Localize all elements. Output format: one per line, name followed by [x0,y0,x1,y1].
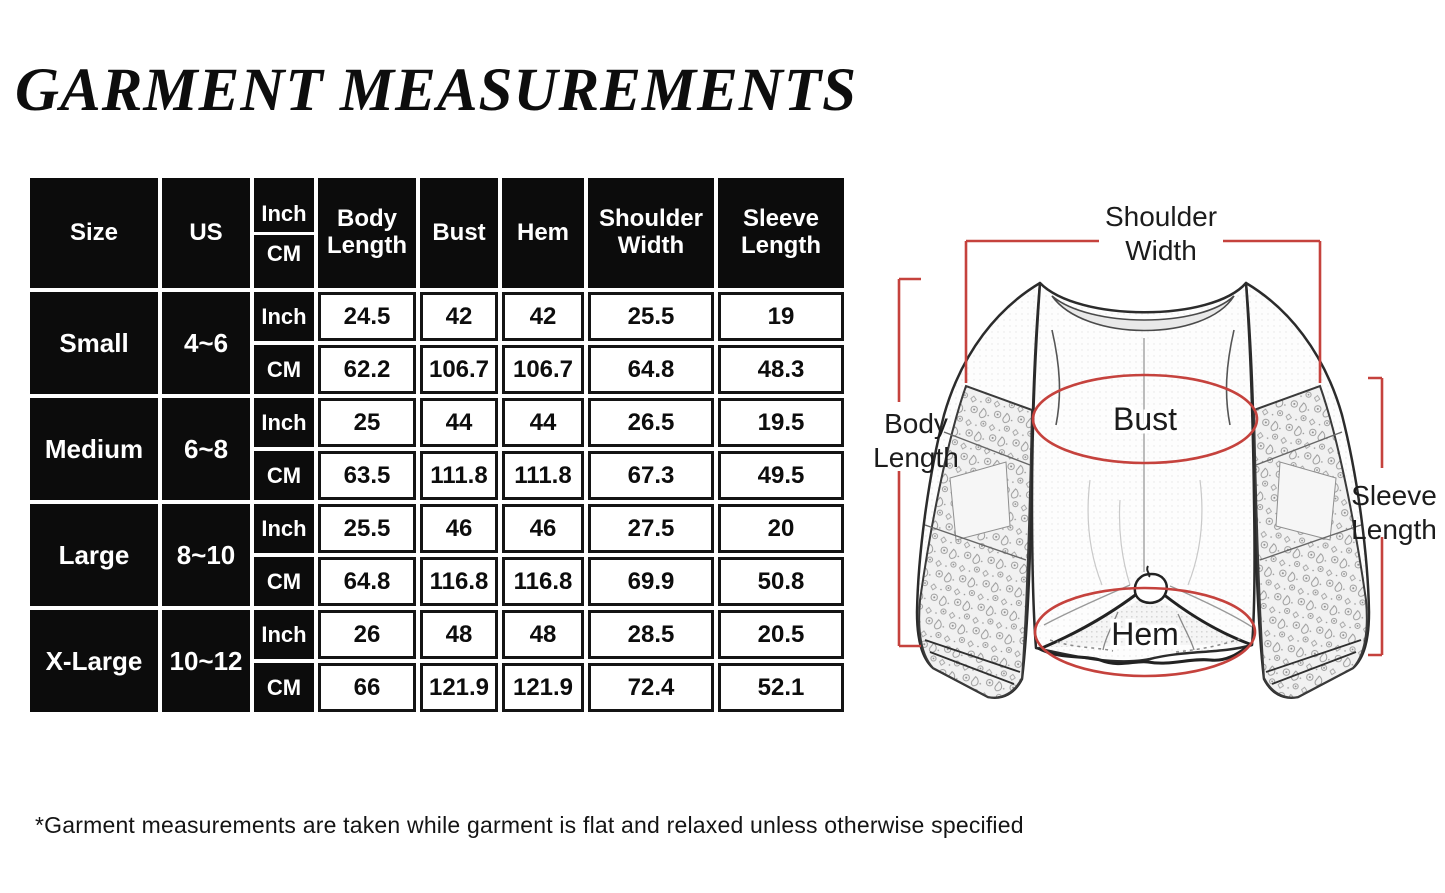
value-small-cm-hem: 106.7 [502,345,584,394]
size-label-x-large: X-Large [30,610,158,712]
value-large-cm-body-length: 64.8 [318,557,416,606]
value-medium-cm-shoulder-width: 67.3 [588,451,714,500]
hem-label: Hem [1111,616,1179,652]
value-small-cm-bust: 106.7 [420,345,498,394]
value-large-cm-hem: 116.8 [502,557,584,606]
value-large-inch-body-length: 25.5 [318,504,416,553]
value-small-inch-body-length: 24.5 [318,292,416,341]
us-range-medium: 6~8 [162,398,250,500]
value-medium-cm-sleeve-length: 49.5 [718,451,844,500]
value-small-inch-sleeve-length: 19 [718,292,844,341]
value-medium-cm-body-length: 63.5 [318,451,416,500]
value-small-inch-bust: 42 [420,292,498,341]
value-large-inch-hem: 46 [502,504,584,553]
unit-inch-x-large: Inch [254,610,314,659]
body-length-label-line1: Body [884,408,948,439]
garment-diagram [855,170,1445,790]
value-large-inch-shoulder-width: 27.5 [588,504,714,553]
value-x-large-cm-hem: 121.9 [502,663,584,712]
value-small-cm-shoulder-width: 64.8 [588,345,714,394]
unit-inch-large: Inch [254,504,314,553]
value-x-large-cm-bust: 121.9 [420,663,498,712]
unit-cm-large: CM [254,557,314,606]
header-size: Size [30,178,158,288]
header-col-shoulder-width: Shoulder Width [588,178,714,288]
page-title: GARMENT MEASUREMENTS [15,57,858,124]
value-medium-cm-hem: 111.8 [502,451,584,500]
unit-cm-medium: CM [254,451,314,500]
footnote: *Garment measurements are taken while garment is flat and relaxed unless otherwise specified [35,812,1024,838]
bust-label: Bust [1112,401,1178,437]
us-range-small: 4~6 [162,292,250,394]
value-x-large-inch-hem: 48 [502,610,584,659]
unit-cm-small: CM [254,345,314,394]
unit-inch-small: Inch [254,292,314,341]
value-medium-inch-hem: 44 [502,398,584,447]
value-medium-inch-sleeve-length: 19.5 [718,398,844,447]
value-x-large-inch-sleeve-length: 20.5 [718,610,844,659]
shoulder-width-label-line1: Shoulder [1104,201,1218,232]
value-x-large-cm-shoulder-width: 72.4 [588,663,714,712]
size-label-medium: Medium [30,398,158,500]
size-label-large: Large [30,504,158,606]
value-large-cm-bust: 116.8 [420,557,498,606]
size-label-small: Small [30,292,158,394]
value-x-large-inch-shoulder-width: 28.5 [588,610,714,659]
header-unit-cm: CM [266,240,302,266]
left-sleeve [917,283,1040,698]
value-large-cm-sleeve-length: 50.8 [718,557,844,606]
value-large-inch-bust: 46 [420,504,498,553]
sleeve-length-label-line2: Length [1351,514,1437,545]
value-medium-cm-bust: 111.8 [420,451,498,500]
size-table [30,178,844,712]
value-x-large-inch-body-length: 26 [318,610,416,659]
shoulder-width-label-line2: Width [1125,235,1197,266]
sleeve-length-label-line1: Sleeve [1351,480,1437,511]
value-small-cm-sleeve-length: 48.3 [718,345,844,394]
header-col-bust: Bust [420,178,498,288]
value-small-cm-body-length: 62.2 [318,345,416,394]
body-length-label-line2: Length [873,442,959,473]
unit-inch-medium: Inch [254,398,314,447]
us-range-x-large: 10~12 [162,610,250,712]
header-col-sleeve-length: Sleeve Length [718,178,844,288]
value-x-large-cm-body-length: 66 [318,663,416,712]
header-col-body-length: Body Length [318,178,416,288]
header-us: US [162,178,250,288]
value-medium-inch-shoulder-width: 26.5 [588,398,714,447]
value-x-large-inch-bust: 48 [420,610,498,659]
value-small-inch-hem: 42 [502,292,584,341]
value-small-inch-shoulder-width: 25.5 [588,292,714,341]
value-large-inch-sleeve-length: 20 [718,504,844,553]
header-unit-inch: Inch [254,195,314,235]
header-unit [254,178,314,288]
unit-cm-x-large: CM [254,663,314,712]
value-large-cm-shoulder-width: 69.9 [588,557,714,606]
us-range-large: 8~10 [162,504,250,606]
value-medium-inch-body-length: 25 [318,398,416,447]
header-col-hem: Hem [502,178,584,288]
value-medium-inch-bust: 44 [420,398,498,447]
value-x-large-cm-sleeve-length: 52.1 [718,663,844,712]
